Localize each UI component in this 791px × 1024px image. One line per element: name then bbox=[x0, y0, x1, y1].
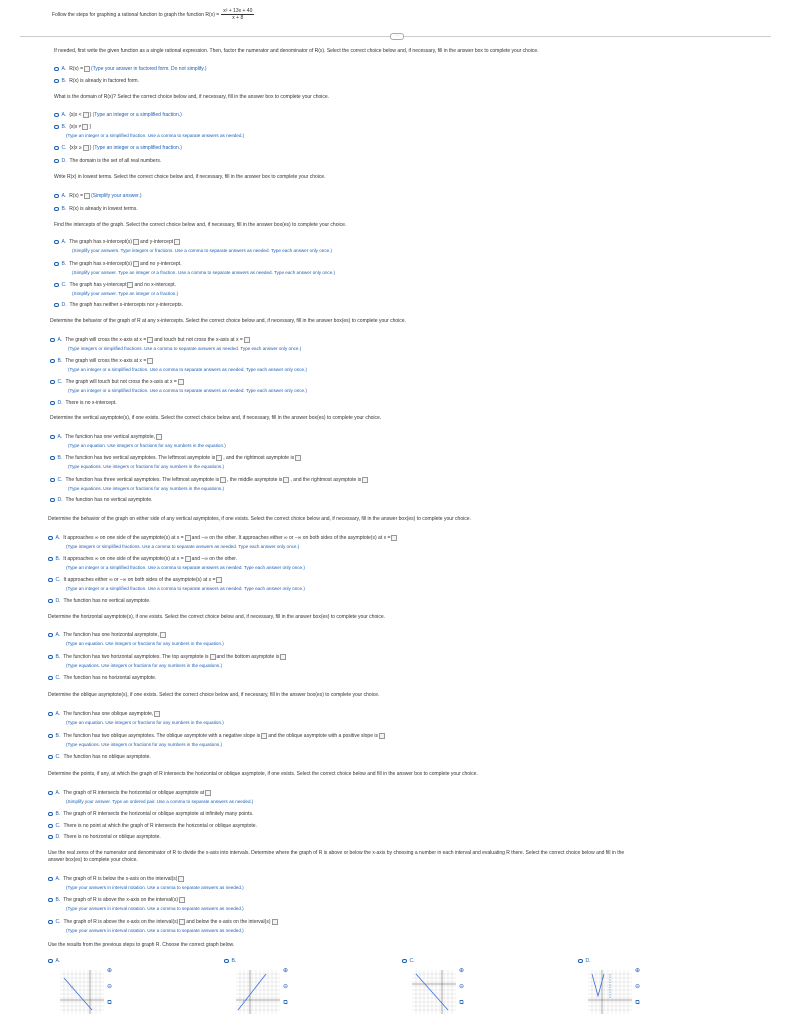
answer-box[interactable] bbox=[272, 919, 278, 925]
zoom-in-icon[interactable]: ⊕ bbox=[106, 968, 113, 974]
radio-button[interactable] bbox=[54, 79, 59, 84]
step11-b-hint: (Type your answers in interval notation. Use a comma to separate answers as needed.) bbox=[66, 906, 244, 911]
answer-box[interactable] bbox=[216, 577, 222, 583]
zoom-in-icon[interactable]: ⊕ bbox=[282, 968, 289, 974]
step3-prompt: Write R(x) in lowest terms. Select the correct choice below and, if necessary, fill in the answer box to complete your choice. bbox=[54, 174, 326, 180]
radio-button[interactable] bbox=[48, 959, 53, 964]
step6-option-d[interactable]: D. The function has no vertical asymptote. bbox=[50, 497, 153, 503]
radio-button[interactable] bbox=[48, 812, 53, 817]
step1-option-a[interactable]: A. R(x) = (Type your answer in factored form. Do not simplify.) bbox=[54, 66, 207, 72]
problem-header bbox=[52, 8, 254, 21]
answer-box[interactable] bbox=[133, 239, 139, 245]
step2-prompt: What is the domain of R(x)? Select the correct choice below and, if necessary, fill in the answer box to complete your choice. bbox=[54, 94, 330, 100]
radio-button[interactable] bbox=[54, 194, 59, 199]
step6-b-hint: (Type equations. Use integers or fractions for any numbers in the equations.) bbox=[68, 464, 225, 469]
step4-b-hint: (Simplify your answer. Type an integer or a fraction. Use a comma to separate answers as needed. Type each answer only once.) bbox=[72, 270, 336, 275]
graph-c bbox=[412, 970, 456, 1014]
step7-option-d[interactable]: D. The function has no vertical asymptote. bbox=[48, 598, 151, 604]
answer-box[interactable] bbox=[261, 733, 267, 739]
answer-box[interactable] bbox=[178, 379, 184, 385]
radio-button[interactable] bbox=[48, 655, 53, 660]
graph-b bbox=[236, 970, 280, 1014]
step4-a-hint: (Simplify your answers. Type integers or fractions. Use a comma to separate answers as needed. Type each answer only once.) bbox=[72, 248, 333, 253]
radio-button[interactable] bbox=[48, 755, 53, 760]
step5-a-hint: (Type integers or simplified fractions. Use a comma to separate answers as needed. Type each answer only once.) bbox=[68, 346, 302, 351]
step11-prompt-line1: Use the real zeros of the numerator and denominator of R to divide the x-axis into intervals. Determine where the graph of R is above or below the x-axis by choosing a number in each interval and evaluating R there. Select the correct choice below and fill in the bbox=[48, 850, 625, 856]
zoom-in-icon[interactable]: ⊕ bbox=[458, 968, 465, 974]
radio-button[interactable] bbox=[50, 359, 55, 364]
step10-option-c[interactable]: C. There is no point at which the graph of R intersects the horizontal or oblique asymptote. bbox=[48, 823, 257, 829]
zoom-out-icon[interactable]: ⊖ bbox=[282, 984, 289, 990]
radio-button[interactable] bbox=[402, 959, 407, 964]
step10-option-d[interactable]: D. There is no horizontal or oblique asymptote. bbox=[48, 834, 161, 840]
answer-box[interactable] bbox=[295, 455, 301, 461]
answer-box[interactable] bbox=[185, 556, 191, 562]
radio-button[interactable] bbox=[578, 959, 583, 964]
answer-box[interactable] bbox=[147, 358, 153, 364]
radio-button[interactable] bbox=[50, 401, 55, 406]
zoom-out-icon[interactable]: ⊖ bbox=[106, 984, 113, 990]
answer-box[interactable] bbox=[174, 239, 180, 245]
answer-box[interactable] bbox=[210, 654, 216, 660]
step5-option-a[interactable]: A. The graph will cross the x-axis at x = and touch but not cross the x-axis at x = bbox=[50, 337, 251, 343]
radio-button[interactable] bbox=[54, 159, 59, 164]
answer-box[interactable] bbox=[84, 66, 90, 72]
answer-box[interactable] bbox=[391, 535, 397, 541]
step6-option-b[interactable]: B. The function has two vertical asymptotes. The leftmost asymptote is , and the rightmost asymptote is bbox=[50, 455, 302, 461]
step11-option-c[interactable]: C. The graph of R is above the x-axis on the interval(s) and below the x-axis on the interval(s) bbox=[48, 919, 279, 925]
radio-button[interactable] bbox=[50, 498, 55, 503]
radio-button[interactable] bbox=[54, 67, 59, 72]
step4-c-hint: (Simplify your answer. Type an integer or a fraction.) bbox=[72, 291, 179, 296]
radio-button[interactable] bbox=[54, 283, 59, 288]
answer-box[interactable] bbox=[283, 477, 289, 483]
step4-option-d[interactable]: D. The graph has neither x-intercepts nor y-intercepts. bbox=[54, 302, 183, 308]
answer-box[interactable] bbox=[280, 654, 286, 660]
step6-a-hint: (Type an equation. Use integers or fractions for any numbers in the equation.) bbox=[68, 443, 226, 448]
step5-prompt: Determine the behavior of the graph of R at any x-intercepts. Select the correct choice below and, if necessary, fill in the answer box(es) to complete your choice. bbox=[50, 318, 406, 324]
step7-option-b[interactable]: B. It approaches ∞ on one side of the asymptote(s) at x = and −∞ on the other. bbox=[48, 556, 237, 562]
answer-box[interactable] bbox=[185, 535, 191, 541]
step11-a-hint: (Type your answers in interval notation. Use a comma to separate answers as needed.) bbox=[66, 885, 244, 890]
step2-option-d[interactable]: D. The domain is the set of all real numbers. bbox=[54, 158, 161, 164]
step1-option-b[interactable]: B. R(x) is already in factored form. bbox=[54, 78, 139, 84]
step8-option-c[interactable]: C. The function has no horizontal asymptote. bbox=[48, 675, 156, 681]
radio-button[interactable] bbox=[48, 920, 53, 925]
step10-option-b[interactable]: B. The graph of R intersects the horizontal or oblique asymptote at infinitely many points. bbox=[48, 811, 253, 817]
step2-option-a[interactable]: A. {x|x < } (Type an integer or a simplified fraction.) bbox=[54, 112, 182, 118]
step8-option-a[interactable]: A. The function has one horizontal asymptote, bbox=[48, 632, 167, 638]
step6-option-a[interactable]: A. The function has one vertical asymptote, bbox=[50, 434, 163, 440]
answer-box[interactable] bbox=[127, 282, 133, 288]
step11-prompt-line2: answer box(es) to complete your choice. bbox=[48, 857, 138, 863]
step4-option-c[interactable]: C. The graph has y-intercept and no x-intercept. bbox=[54, 282, 176, 288]
popout-icon[interactable]: ⧉ bbox=[107, 1000, 112, 1006]
step9-prompt: Determine the oblique asymptote(s), if one exists. Select the correct choice below and, if necessary, fill in the answer box(es) to complete your choice. bbox=[48, 692, 380, 698]
step6-prompt: Determine the vertical asymptote(s), if one exists. Select the correct choice below and, if necessary, fill in the answer box(es) to complete your choice. bbox=[50, 415, 382, 421]
popout-icon[interactable]: ⧉ bbox=[283, 1000, 288, 1006]
popout-icon[interactable]: ⧉ bbox=[459, 1000, 464, 1006]
step9-a-hint: (Type an equation. Use integers or fractions for any numbers in the equation.) bbox=[66, 720, 224, 725]
step9-option-a[interactable]: A. The function has one oblique asymptote, bbox=[48, 711, 161, 717]
radio-button[interactable] bbox=[48, 536, 53, 541]
step2-b-hint: (Type an integer or a simplified fraction. Use a comma to separate answers as needed.) bbox=[66, 133, 245, 138]
answer-box[interactable] bbox=[82, 124, 88, 130]
step3-option-b[interactable]: B. R(x) is already in lowest terms. bbox=[54, 206, 138, 212]
radio-button[interactable] bbox=[54, 146, 59, 151]
radio-button[interactable] bbox=[224, 959, 229, 964]
step7-prompt: Determine the behavior of the graph on either side of any vertical asymptotes, if one exists. Select the correct choice below and, if necessary, fill in the answer box(es) to complete your choice. bbox=[48, 516, 471, 522]
answer-box[interactable] bbox=[147, 337, 153, 343]
step2-option-b[interactable]: B. {x|x ≠ } bbox=[54, 124, 91, 130]
answer-box[interactable] bbox=[179, 897, 185, 903]
radio-button[interactable] bbox=[48, 734, 53, 739]
expand-handle[interactable]: ··· bbox=[390, 33, 404, 40]
radio-button[interactable] bbox=[54, 303, 59, 308]
step5-b-hint: (Type an integer or a simplified fraction. Use a comma to separate answers as needed. Type each answer only once.) bbox=[68, 367, 307, 372]
step5-option-b[interactable]: B. The graph will cross the x-axis at x = bbox=[50, 358, 154, 364]
popout-icon[interactable]: ⧉ bbox=[635, 1000, 640, 1006]
step1-prompt: If needed, first write the given function as a single rational expression. Then, factor the numerator and denominator of R(x). Select the correct choice below and, if necessary, fill in the answer box to complete your choice. bbox=[54, 48, 539, 54]
step5-c-hint: (Type an integer or a simplified fraction. Use a comma to separate answers as needed. Type each answer only once.) bbox=[68, 388, 307, 393]
answer-box[interactable] bbox=[133, 261, 139, 267]
step4-option-a[interactable]: A. The graph has x-intercept(s) and y-intercept bbox=[54, 239, 181, 245]
answer-box[interactable] bbox=[83, 112, 89, 118]
radio-button[interactable] bbox=[48, 824, 53, 829]
radio-button[interactable] bbox=[48, 578, 53, 583]
zoom-in-icon[interactable]: ⊕ bbox=[634, 968, 641, 974]
graph-d bbox=[588, 970, 632, 1014]
step6-c-hint: (Type equations. Use integers or fractions for any numbers in the equations.) bbox=[68, 486, 225, 491]
step8-b-hint: (Type equations. Use integers or fractions for any numbers in the equations.) bbox=[66, 663, 223, 668]
step5-option-c[interactable]: C. The graph will touch but not cross the x-axis at x = bbox=[50, 379, 185, 385]
answer-box[interactable] bbox=[205, 790, 211, 796]
function-numerator: x² + 13x + 40 bbox=[223, 8, 253, 14]
radio-button[interactable] bbox=[50, 435, 55, 440]
step5-option-d[interactable]: D. There is no x-intercept. bbox=[50, 400, 117, 406]
answer-box[interactable] bbox=[379, 733, 385, 739]
radio-button[interactable] bbox=[48, 877, 53, 882]
radio-button[interactable] bbox=[48, 712, 53, 717]
step7-b-hint: (Type an integer or a simplified fraction. Use a comma to separate answers as needed. Type each answer only once.) bbox=[66, 565, 305, 570]
answer-box[interactable] bbox=[220, 477, 226, 483]
step10-a-hint: (Simplify your answer. Type an ordered pair. Use a comma to separate answers as needed.) bbox=[66, 799, 254, 804]
radio-button[interactable] bbox=[48, 791, 53, 796]
step7-a-hint: (Type integers or simplified fractions. Use a comma to separate answers as needed. Type each answer only once.) bbox=[66, 544, 300, 549]
radio-button[interactable] bbox=[50, 338, 55, 343]
step9-option-c[interactable]: C. The function has no oblique asymptote. bbox=[48, 754, 151, 760]
step6-option-c[interactable]: C. The function has three vertical asymptotes. The leftmost asymptote is , the middle asymptote is , and the rightmost asymptote is bbox=[50, 477, 369, 483]
step8-a-hint: (Type an equation. Use integers or fractions for any numbers in the equation.) bbox=[66, 641, 224, 646]
radio-button[interactable] bbox=[54, 262, 59, 267]
step7-c-hint: (Type an integer or a simplified fraction. Use a comma to separate answers as needed. Type each answer only once.) bbox=[66, 586, 305, 591]
instruction-text: Follow the steps for graphing a rational function to graph the function R(x) = bbox=[52, 11, 220, 18]
radio-button[interactable] bbox=[48, 676, 53, 681]
answer-box[interactable] bbox=[362, 477, 368, 483]
step4-option-b[interactable]: B. The graph has x-intercept(s) and no y-intercept. bbox=[54, 261, 181, 267]
answer-box[interactable] bbox=[160, 632, 166, 638]
step11-option-a[interactable]: A. The graph of R is below the x-axis on the interval(s) bbox=[48, 876, 185, 882]
radio-button[interactable] bbox=[50, 478, 55, 483]
answer-box[interactable] bbox=[178, 876, 184, 882]
graph-option-b[interactable]: B. bbox=[224, 958, 236, 964]
radio-button[interactable] bbox=[48, 633, 53, 638]
answer-box[interactable] bbox=[244, 337, 250, 343]
step11-option-b[interactable]: B. The graph of R is above the x-axis on the interval(s) bbox=[48, 897, 186, 903]
step10-prompt: Determine the points, if any, at which the graph of R intersects the horizontal or oblique asymptote, if one exists. Select the correct choice below and fill in the answer box to complete your choice. bbox=[48, 771, 478, 777]
step3-option-a[interactable]: A. R(x) = (Simplify your answer.) bbox=[54, 193, 142, 199]
function-denominator: x + 8 bbox=[232, 15, 244, 21]
radio-button[interactable] bbox=[48, 557, 53, 562]
step10-option-a[interactable]: A. The graph of R intersects the horizontal or oblique asymptote at bbox=[48, 790, 212, 796]
graph-option-a[interactable]: A. bbox=[48, 958, 60, 964]
answer-box[interactable] bbox=[156, 434, 162, 440]
step9-option-b[interactable]: B. The function has two oblique asymptotes. The oblique asymptote with a negative slope is and the oblique asymptote with a positive slope is bbox=[48, 733, 386, 739]
step7-option-c[interactable]: C. It approaches either ∞ or −∞ on both sides of the asymptote(s) at x = bbox=[48, 577, 223, 583]
radio-button[interactable] bbox=[48, 599, 53, 604]
answer-box[interactable] bbox=[84, 193, 90, 199]
answer-box[interactable] bbox=[216, 455, 222, 461]
step7-option-a[interactable]: A. It approaches ∞ on one side of the asymptote(s) at x = and −∞ on the other. It approaches either ∞ or −∞ on both sides of the asymptote(s) at x = bbox=[48, 535, 398, 541]
radio-button[interactable] bbox=[54, 113, 59, 118]
graph-a bbox=[60, 970, 104, 1014]
answer-box[interactable] bbox=[154, 711, 160, 717]
step8-prompt: Determine the horizontal asymptote(s), if one exists. Select the correct choice below and, if necessary, fill in the answer box(es) to complete your choice. bbox=[48, 614, 386, 620]
radio-button[interactable] bbox=[48, 898, 53, 903]
answer-box[interactable] bbox=[83, 145, 89, 151]
radio-button[interactable] bbox=[54, 207, 59, 212]
radio-button[interactable] bbox=[50, 380, 55, 385]
step2-option-c[interactable]: C. {x|x ≥ } (Type an integer or a simplified fraction.) bbox=[54, 145, 182, 151]
function-fraction bbox=[221, 8, 254, 21]
graph-option-d[interactable]: D. bbox=[578, 958, 591, 964]
radio-button[interactable] bbox=[50, 456, 55, 461]
radio-button[interactable] bbox=[54, 240, 59, 245]
zoom-out-icon[interactable]: ⊖ bbox=[458, 984, 465, 990]
graph-option-c[interactable]: C. bbox=[402, 958, 415, 964]
step4-prompt: Find the intercepts of the graph. Select the correct choice below and, if necessary, fill in the answer box(es) to complete your choice. bbox=[54, 222, 347, 228]
zoom-out-icon[interactable]: ⊖ bbox=[634, 984, 641, 990]
answer-box[interactable] bbox=[179, 919, 185, 925]
radio-button[interactable] bbox=[48, 835, 53, 840]
step11-c-hint: (Type your answers in interval notation. Use a comma to separate answers as needed.) bbox=[66, 928, 244, 933]
step12-prompt: Use the results from the previous steps to graph R. Choose the correct graph below. bbox=[48, 942, 235, 948]
step8-option-b[interactable]: B. The function has two horizontal asymptotes. The top asymptote is and the bottom asymptote is bbox=[48, 654, 287, 660]
radio-button[interactable] bbox=[54, 125, 59, 130]
step9-b-hint: (Type equations. Use integers or fractions for any numbers in the equations.) bbox=[66, 742, 223, 747]
